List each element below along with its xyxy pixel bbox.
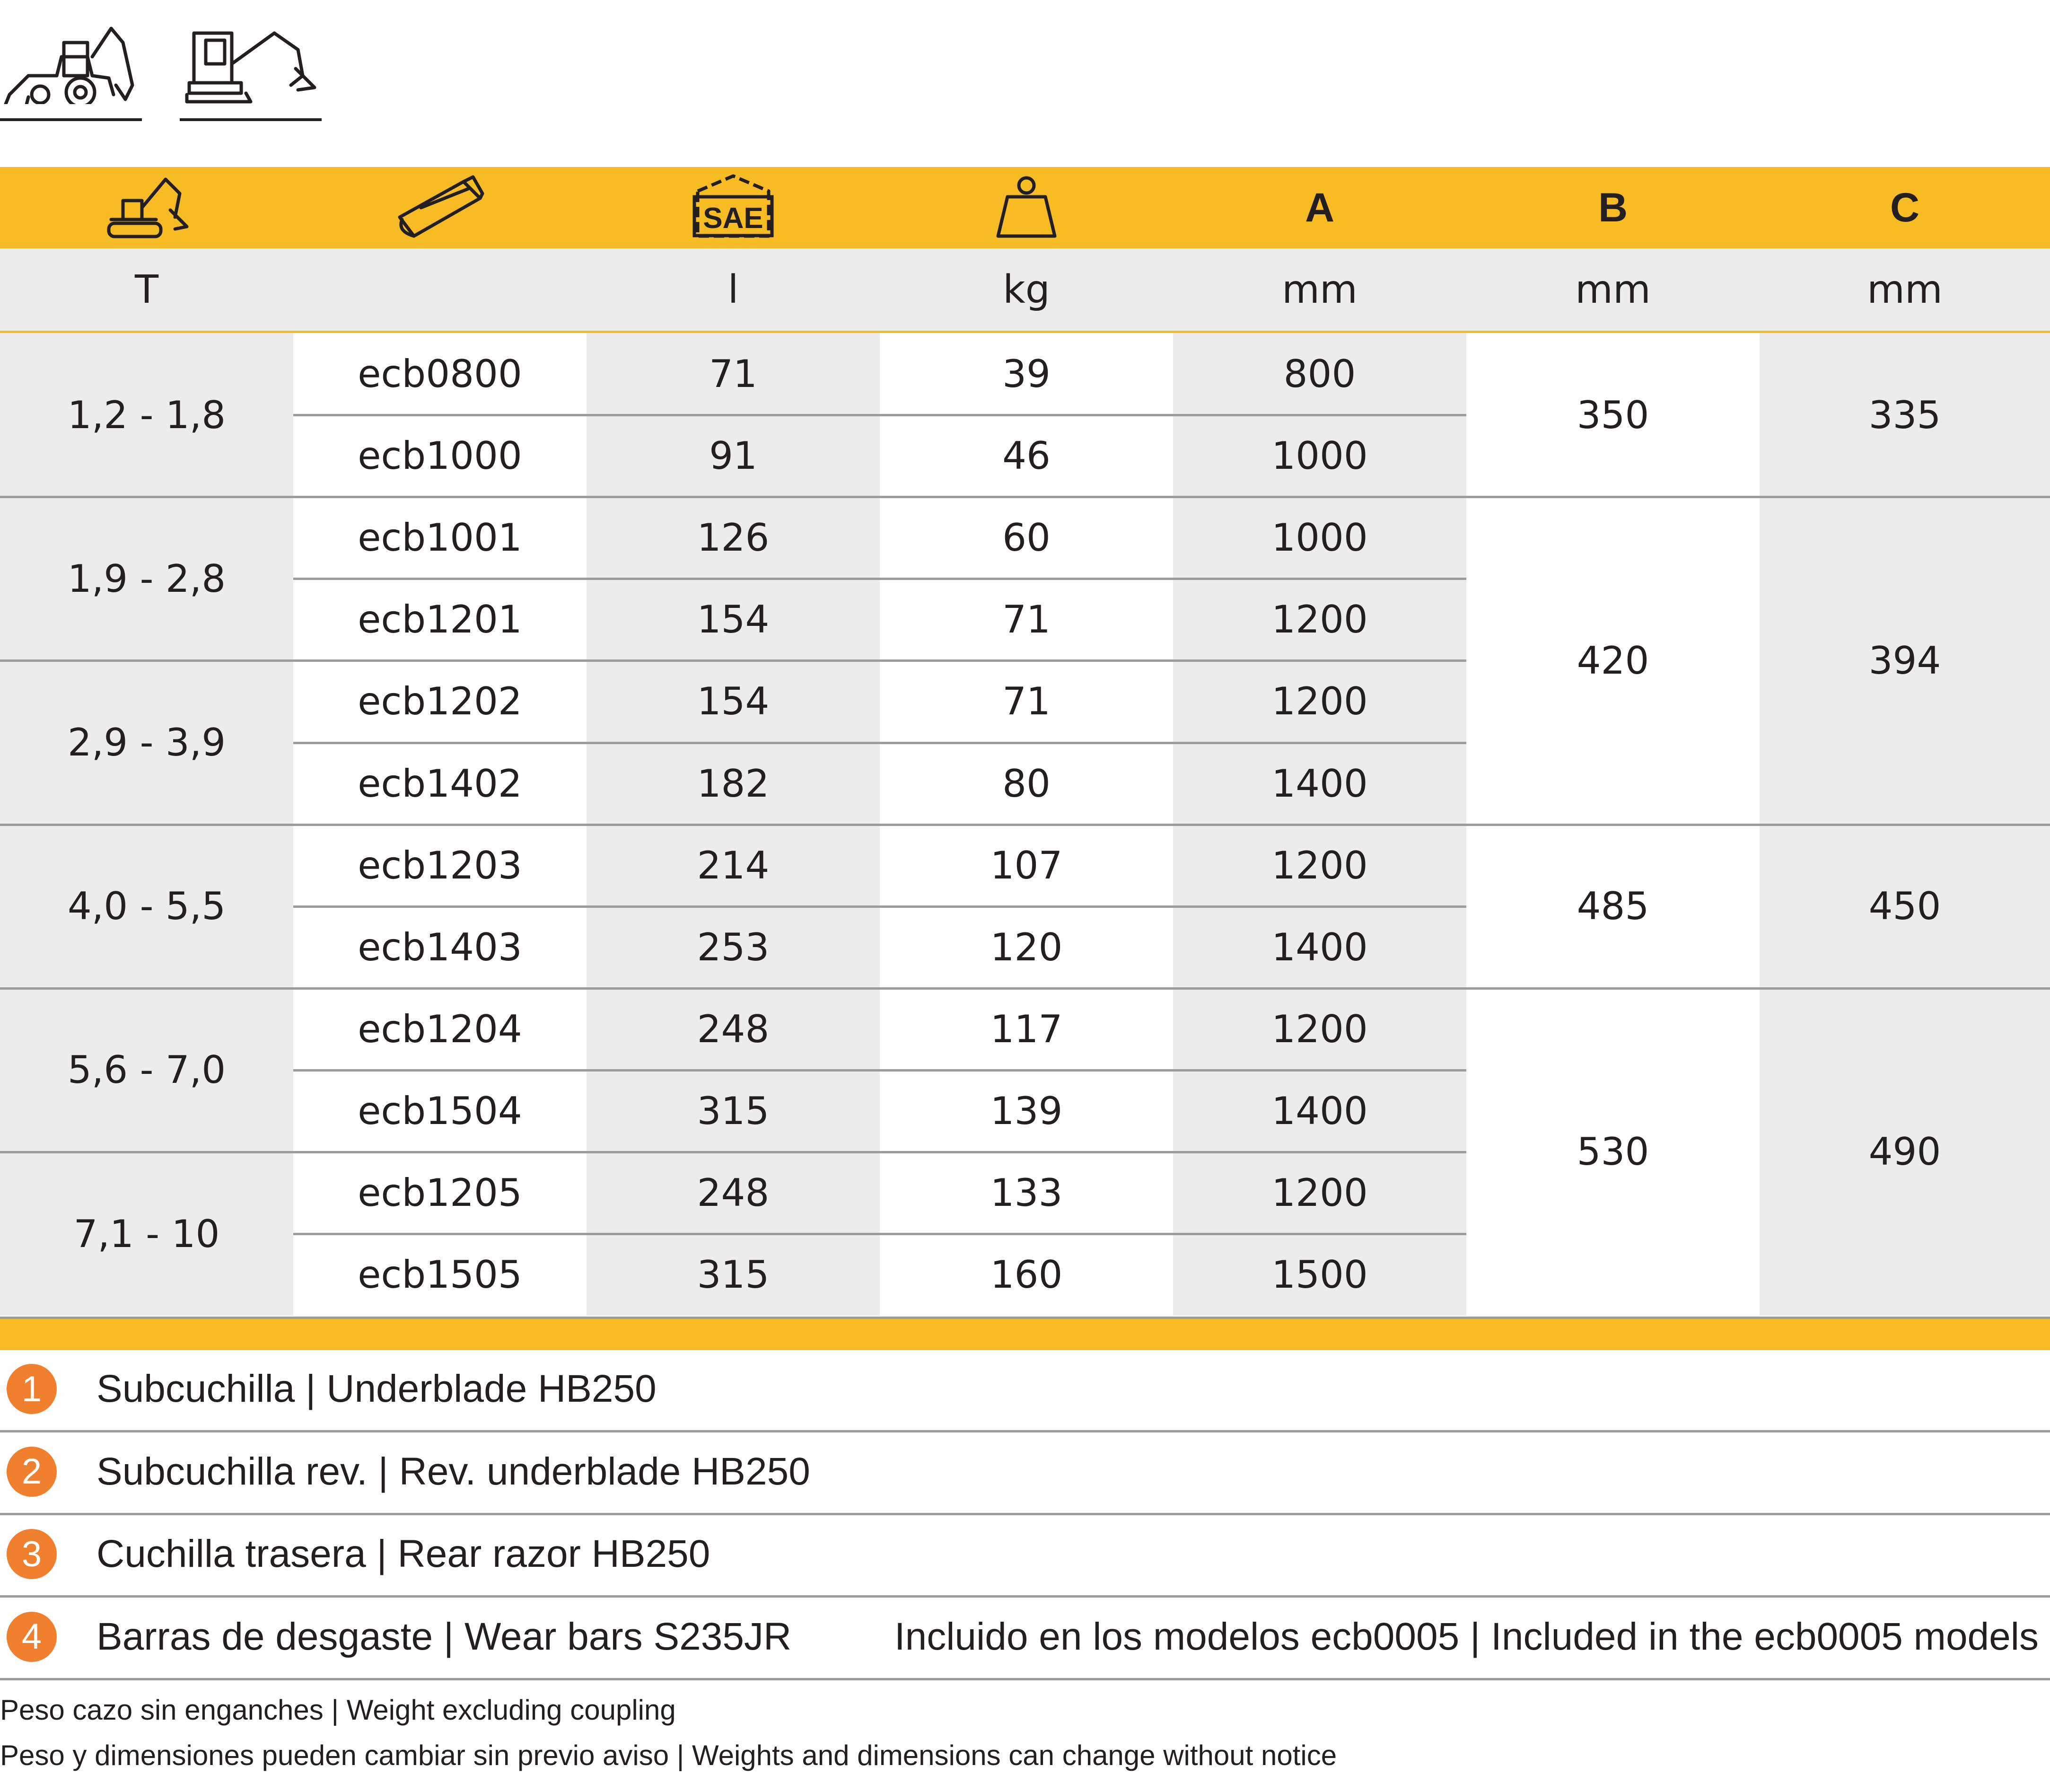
part-number-badge: 3 — [7, 1529, 57, 1579]
unit-model — [293, 248, 587, 331]
cell-b: 485 — [1577, 884, 1649, 929]
cell-capacity: 154 — [697, 679, 770, 724]
tonnage-range: 2,9 - 3,9 — [67, 720, 226, 764]
cell-b: 350 — [1577, 393, 1649, 437]
footnote-weight: Peso cazo sin enganches | Weight excluding coupling — [0, 1694, 676, 1726]
capacity-header — [587, 167, 880, 248]
table-header-units — [0, 248, 2050, 333]
cell-weight: 117 — [990, 1007, 1063, 1051]
cell-model: ecb1203 — [358, 843, 522, 887]
cell-a: 1200 — [1271, 1007, 1368, 1051]
row-divider — [293, 1069, 1466, 1072]
cell-capacity: 253 — [697, 925, 770, 969]
table-header-icons — [0, 167, 2050, 248]
cell-b: 530 — [1577, 1130, 1649, 1174]
backhoe-loader-icon — [0, 24, 142, 121]
part-label: Barras de desgaste | Wear bars S235JR — [96, 1615, 792, 1658]
cell-capacity: 315 — [697, 1253, 770, 1297]
sae-label: SAE — [703, 202, 763, 235]
part-note: Incluido en los modelos ecb0005 | Included in the ecb0005 models — [894, 1615, 2039, 1658]
cell-weight: 107 — [990, 843, 1063, 887]
bc-divider — [1466, 824, 2050, 826]
cell-capacity: 91 — [709, 434, 757, 478]
table-footer-bar — [0, 1317, 2050, 1350]
cell-a: 1400 — [1271, 761, 1368, 806]
excavator-icon — [104, 172, 189, 243]
group-divider — [0, 659, 1466, 662]
part-number-badge: 1 — [7, 1364, 57, 1414]
sae-capacity-icon — [686, 172, 780, 243]
part-item — [0, 1513, 2050, 1598]
weight-icon — [993, 172, 1060, 243]
cell-model: ecb1403 — [358, 925, 522, 969]
weight-header — [880, 167, 1173, 248]
part-item — [0, 1596, 2050, 1680]
part-label: Subcuchilla rev. | Rev. underblade HB250 — [96, 1449, 810, 1493]
cell-capacity: 182 — [697, 761, 770, 806]
row-divider — [293, 578, 1466, 580]
row-divider — [293, 742, 1466, 744]
tonnage-range: 5,6 - 7,0 — [67, 1048, 226, 1092]
cell-capacity: 154 — [697, 597, 770, 642]
cell-c: 490 — [1868, 1130, 1941, 1174]
cell-weight: 120 — [990, 925, 1063, 969]
part-item — [0, 1431, 2050, 1515]
mini-excavator-icon — [180, 24, 322, 121]
footnote-notice: Peso y dimensiones pueden cambiar sin previo aviso | Weights and dimensions can change without notice — [0, 1739, 1337, 1771]
cell-c: 335 — [1868, 393, 1941, 437]
col-b-header: B — [1598, 184, 1628, 230]
bc-divider — [1466, 987, 2050, 990]
cell-weight: 160 — [990, 1253, 1063, 1297]
bucket-table — [0, 333, 2050, 1316]
group-divider — [0, 1151, 1466, 1153]
cell-a: 1200 — [1271, 679, 1368, 724]
cell-model: ecb1001 — [358, 516, 522, 560]
cell-model: ecb0800 — [358, 352, 522, 396]
cell-capacity: 71 — [709, 352, 757, 396]
row-divider — [293, 414, 1466, 416]
cell-b: 420 — [1577, 638, 1649, 683]
cell-model: ecb1205 — [358, 1171, 522, 1215]
cell-a: 1000 — [1271, 516, 1368, 560]
part-label: Cuchilla trasera | Rear razor HB250 — [96, 1532, 710, 1575]
cell-capacity: 315 — [697, 1089, 770, 1133]
group-divider — [0, 987, 1466, 990]
cell-capacity: 214 — [697, 843, 770, 887]
row-divider — [293, 1233, 1466, 1235]
cell-model: ecb1504 — [358, 1089, 522, 1133]
bucket-icon — [393, 172, 487, 243]
part-item — [0, 1348, 2050, 1432]
col-a-header: A — [1305, 184, 1335, 230]
tonnage-range: 1,2 - 1,8 — [67, 393, 226, 437]
cell-a: 1200 — [1271, 843, 1368, 887]
model-header — [293, 167, 587, 248]
unit-mm-c: mm — [1867, 267, 1943, 312]
cell-a: 1400 — [1271, 925, 1368, 969]
cell-model: ecb1202 — [358, 679, 522, 724]
cell-weight: 39 — [1002, 352, 1051, 396]
cell-a: 1200 — [1271, 597, 1368, 642]
cell-weight: 71 — [1002, 679, 1051, 724]
cell-a: 1200 — [1271, 1171, 1368, 1215]
machine-icons — [0, 24, 331, 123]
cell-model: ecb1505 — [358, 1253, 522, 1297]
bc-divider — [1466, 496, 2050, 498]
cell-model: ecb1201 — [358, 597, 522, 642]
col-c-header: C — [1890, 184, 1920, 230]
group-divider — [0, 496, 1466, 498]
cell-weight: 60 — [1002, 516, 1051, 560]
part-label: Subcuchilla | Underblade HB250 — [96, 1367, 657, 1410]
cell-model: ecb1000 — [358, 434, 522, 478]
group-divider — [0, 824, 1466, 826]
part-number-badge: 2 — [7, 1447, 57, 1497]
part-number-badge: 4 — [7, 1612, 57, 1662]
cell-a: 1400 — [1271, 1089, 1368, 1133]
cell-capacity: 248 — [697, 1171, 770, 1215]
unit-litres: l — [727, 267, 739, 312]
cell-weight: 80 — [1002, 761, 1051, 806]
unit-tonnes: T — [134, 267, 159, 312]
cell-weight: 71 — [1002, 597, 1051, 642]
cell-weight: 46 — [1002, 434, 1051, 478]
cell-capacity: 126 — [697, 516, 770, 560]
unit-mm-a: mm — [1282, 267, 1358, 312]
tonnage-range: 7,1 - 10 — [73, 1212, 220, 1256]
cell-capacity: 248 — [697, 1007, 770, 1051]
cell-weight: 139 — [990, 1089, 1063, 1133]
cell-model: ecb1402 — [358, 761, 522, 806]
cell-a: 800 — [1283, 352, 1356, 396]
cell-c: 450 — [1868, 884, 1941, 929]
cell-weight: 133 — [990, 1171, 1063, 1215]
cell-c: 394 — [1868, 638, 1941, 683]
unit-kg: kg — [1003, 267, 1050, 312]
tonnage-range: 4,0 - 5,5 — [67, 884, 226, 929]
tonnage-range: 1,9 - 2,8 — [67, 556, 226, 601]
cell-model: ecb1204 — [358, 1007, 522, 1051]
row-divider — [293, 905, 1466, 908]
tonnage-header — [0, 167, 293, 248]
unit-mm-b: mm — [1575, 267, 1651, 312]
cell-a: 1000 — [1271, 434, 1368, 478]
cell-a: 1500 — [1271, 1253, 1368, 1297]
